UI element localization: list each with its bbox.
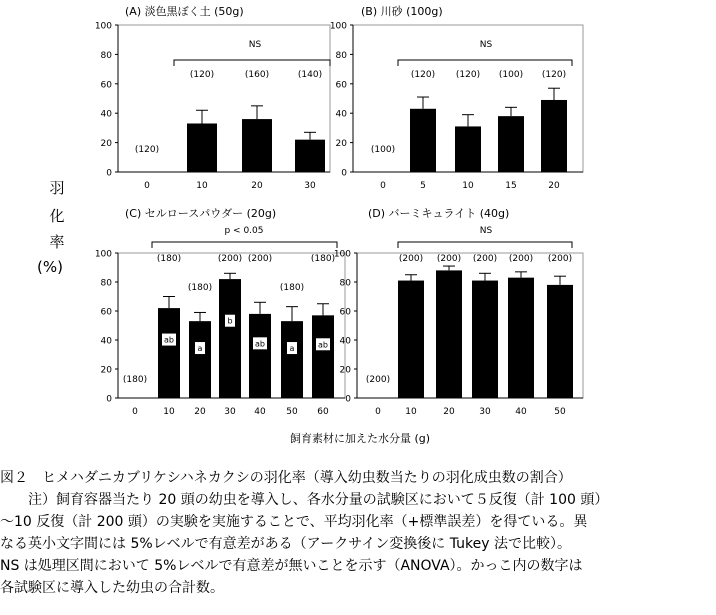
x-tick-label: 5 bbox=[420, 181, 426, 191]
bar bbox=[281, 321, 303, 398]
group-letter: a bbox=[289, 344, 295, 354]
figure-caption-line: 注）飼育容器当たり 20 頭の幼虫を導入し、各水分量の試験区において５反復（計 100 頭） bbox=[0, 492, 609, 508]
y-tick-label: 20 bbox=[339, 365, 351, 376]
x-tick-label: 20 bbox=[251, 181, 263, 191]
count-label: (140) bbox=[297, 70, 323, 80]
x-tick-label: 50 bbox=[286, 407, 298, 417]
count-label: (200) bbox=[508, 254, 534, 264]
bar bbox=[295, 140, 325, 172]
x-tick-label: 10 bbox=[405, 407, 417, 417]
significance-label: NS bbox=[248, 40, 262, 50]
panel-title: (C) セルロースパウダー (20g) bbox=[125, 207, 277, 220]
significance-label: NS bbox=[479, 40, 493, 50]
chart-panel bbox=[330, 4, 583, 191]
bar bbox=[219, 279, 241, 398]
y-tick-label: 100 bbox=[329, 21, 347, 32]
group-letter: ab bbox=[318, 340, 328, 350]
significance-bracket bbox=[152, 242, 337, 248]
y-tick-label: 40 bbox=[335, 109, 347, 120]
y-tick-label: 80 bbox=[339, 278, 351, 289]
panel-title: (A) 淡色黒ぼく土 (50g) bbox=[125, 5, 244, 18]
figure-caption-title: 図２ ヒメハダニカブリケシハネカクシの羽化率（導入幼虫数当たりの羽化成虫数の割合） bbox=[0, 470, 572, 486]
bar bbox=[398, 281, 424, 398]
count-label: (100) bbox=[498, 70, 524, 80]
y-tick-label: 0 bbox=[345, 394, 351, 405]
x-tick-label: 0 bbox=[144, 181, 150, 191]
x-axis-label: 飼育素材に加えた水分量 (g) bbox=[289, 432, 431, 445]
y-axis-label bbox=[37, 179, 64, 276]
y-tick-label: 60 bbox=[335, 80, 347, 91]
x-tick-label: 20 bbox=[443, 407, 455, 417]
count-label: (120) bbox=[134, 145, 160, 155]
bar bbox=[189, 321, 211, 398]
bar bbox=[472, 281, 498, 398]
bar bbox=[242, 119, 272, 172]
panel-title: (D) バーミキュライト (40g) bbox=[368, 207, 510, 220]
x-tick-label: 30 bbox=[224, 407, 236, 417]
figure-caption-line: ～10 反復（計 200 頭）の実験を実施することで、平均羽化率（+標準誤差）を得ている。異 bbox=[0, 514, 588, 530]
count-label: (120) bbox=[410, 70, 436, 80]
count-label: (200) bbox=[472, 254, 498, 264]
count-label: (100) bbox=[370, 145, 396, 155]
bar bbox=[455, 126, 481, 172]
x-tick-label: 10 bbox=[462, 181, 474, 191]
y-tick-label: 0 bbox=[341, 168, 347, 179]
count-label: (180) bbox=[187, 283, 213, 293]
count-label: (180) bbox=[310, 254, 336, 264]
y-tick-label: 80 bbox=[335, 50, 347, 61]
y-tick-label: 60 bbox=[100, 307, 112, 318]
chart-panel bbox=[95, 207, 345, 417]
y-tick-label: 100 bbox=[333, 249, 351, 260]
y-tick-label: 100 bbox=[94, 21, 112, 32]
y-tick-label: 60 bbox=[339, 307, 351, 318]
significance-bracket bbox=[174, 60, 330, 66]
significance-label: NS bbox=[479, 226, 493, 236]
significance-label: p < 0.05 bbox=[224, 226, 264, 236]
group-letter: b bbox=[227, 316, 233, 326]
bar bbox=[312, 315, 334, 398]
x-tick-label: 40 bbox=[515, 407, 527, 417]
x-tick-label: 40 bbox=[254, 407, 266, 417]
x-tick-label: 10 bbox=[163, 407, 175, 417]
count-label: (200) bbox=[217, 254, 243, 264]
chart-panel bbox=[95, 4, 330, 191]
figure-caption-line: NS は処理区間において 5%レベルで有意差が無いことを示す（ANOVA）。かっこ内の数字は bbox=[0, 558, 583, 574]
count-label: (160) bbox=[244, 70, 270, 80]
y-tick-label: 100 bbox=[94, 249, 112, 260]
y-tick-label: 40 bbox=[339, 336, 351, 347]
x-tick-label: 50 bbox=[554, 407, 566, 417]
x-tick-label: 60 bbox=[317, 407, 329, 417]
panel-title: (B) 川砂 (100g) bbox=[361, 5, 443, 18]
x-tick-label: 0 bbox=[132, 407, 138, 417]
significance-bracket bbox=[398, 242, 572, 248]
group-letter: ab bbox=[164, 335, 174, 345]
y-tick-label: 80 bbox=[100, 50, 112, 61]
y-tick-label: 20 bbox=[100, 139, 112, 150]
x-tick-label: 30 bbox=[304, 181, 316, 191]
count-label: (200) bbox=[398, 254, 424, 264]
y-tick-label: 40 bbox=[100, 109, 112, 120]
significance-bracket bbox=[398, 60, 572, 66]
count-label: (180) bbox=[279, 283, 305, 293]
x-tick-label: 0 bbox=[380, 181, 386, 191]
x-tick-label: 20 bbox=[194, 407, 206, 417]
y-tick-label: 60 bbox=[100, 80, 112, 91]
bar bbox=[547, 285, 573, 398]
group-letter: ab bbox=[255, 339, 265, 349]
bar bbox=[187, 123, 217, 172]
x-tick-label: 30 bbox=[479, 407, 491, 417]
count-label: (200) bbox=[547, 254, 573, 264]
count-label: (120) bbox=[189, 70, 215, 80]
x-tick-label: 15 bbox=[505, 181, 517, 191]
count-label: (200) bbox=[436, 254, 462, 264]
bar bbox=[158, 308, 180, 398]
figure-caption-line: 各試験区に導入した幼虫の合計数。 bbox=[0, 580, 224, 596]
bar bbox=[436, 270, 462, 398]
y-tick-label: 0 bbox=[106, 168, 112, 179]
bar bbox=[249, 314, 271, 398]
count-label: (180) bbox=[156, 254, 182, 264]
figure-caption-line: なる英小文字間には 5%レベルで有意差がある（アークサイン変換後に Tukey 法で比較）。 bbox=[0, 536, 571, 552]
y-tick-label: 80 bbox=[100, 278, 112, 289]
x-tick-label: 0 bbox=[375, 407, 381, 417]
chart-panel bbox=[334, 207, 583, 417]
group-letter: a bbox=[197, 344, 203, 354]
y-tick-label: 20 bbox=[335, 139, 347, 150]
bar bbox=[498, 116, 524, 172]
bar bbox=[410, 109, 436, 172]
count-label: (200) bbox=[365, 375, 391, 385]
y-tick-label: 0 bbox=[106, 394, 112, 405]
y-axis-label-part: (%) bbox=[37, 258, 63, 276]
x-tick-label: 20 bbox=[548, 181, 560, 191]
y-tick-label: 20 bbox=[100, 365, 112, 376]
count-label: (200) bbox=[247, 254, 273, 264]
y-axis-label-part: 羽 bbox=[49, 179, 65, 197]
y-axis-label-part: 率 bbox=[49, 233, 65, 251]
bar bbox=[508, 278, 534, 398]
y-tick-label: 40 bbox=[100, 336, 112, 347]
count-label: (120) bbox=[541, 70, 567, 80]
y-axis-label-part: 化 bbox=[49, 207, 65, 225]
count-label: (120) bbox=[455, 70, 481, 80]
bar bbox=[541, 100, 567, 172]
x-tick-label: 10 bbox=[196, 181, 208, 191]
count-label: (180) bbox=[122, 375, 148, 385]
